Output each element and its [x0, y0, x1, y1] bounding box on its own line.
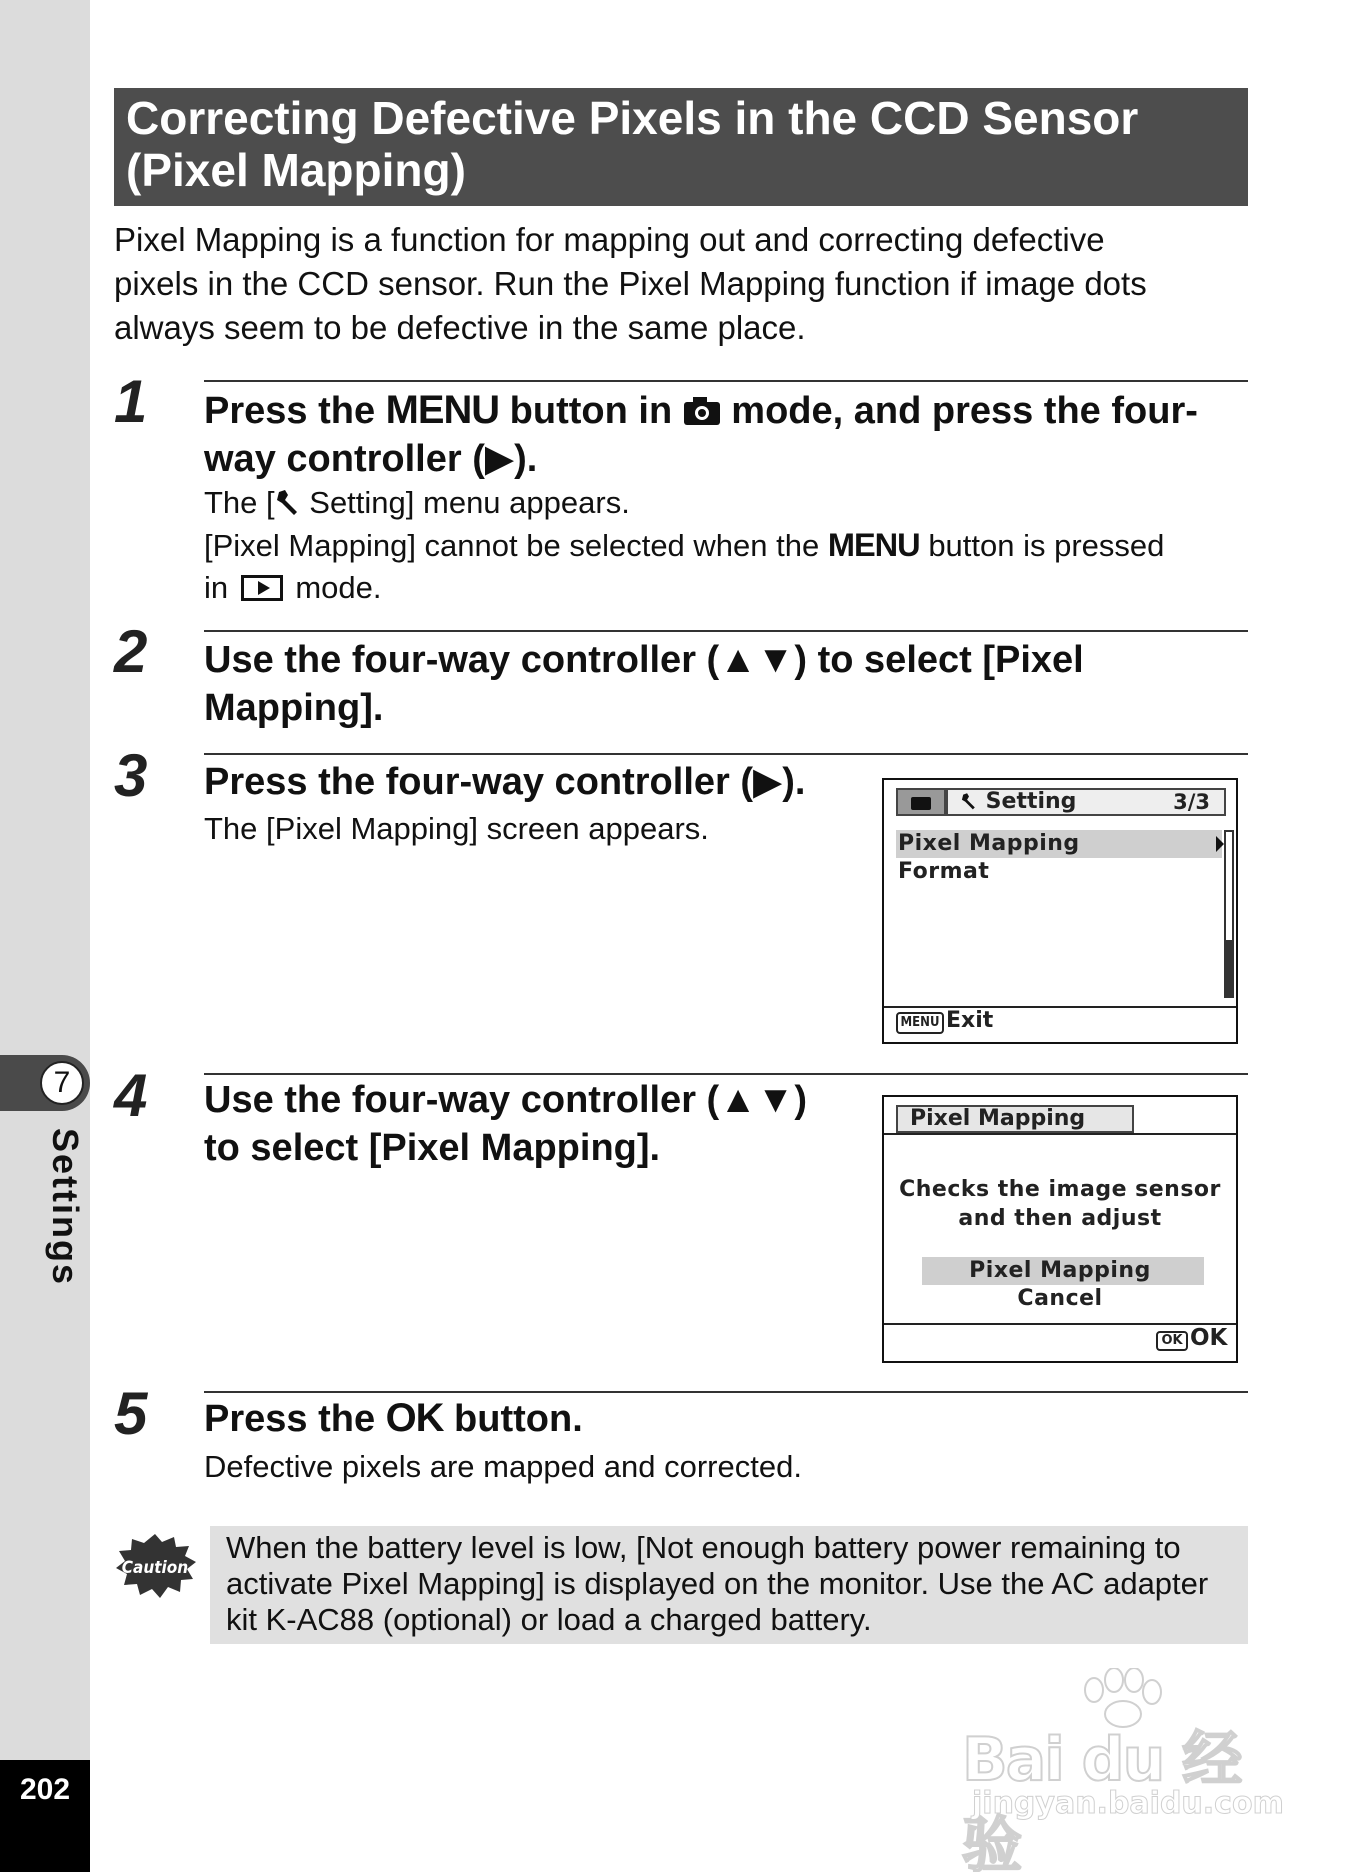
pixel-mapping-screen [882, 1095, 1238, 1363]
setting-tab-label: Setting [985, 789, 1077, 814]
intro-paragraph [114, 218, 1254, 350]
divider [884, 1133, 1236, 1135]
step-number: 3 [114, 742, 148, 809]
intro-line: Pixel Mapping is a function for mapping out and correcting defective [114, 221, 1105, 258]
chapter-label: Settings [45, 1128, 86, 1287]
ok-button-label: OK [385, 1396, 444, 1440]
step-divider [204, 380, 1248, 382]
ok-button-icon: OK [1156, 1331, 1188, 1351]
step-number: 1 [114, 368, 148, 435]
step-number: 4 [114, 1062, 148, 1129]
step-1-body: The [ Setting] menu appears. [Pixel Mapping] cannot be selected when the MENU button is pressed in mode. [204, 485, 1165, 605]
step-divider [204, 1073, 1248, 1075]
step-1-heading [204, 386, 1254, 483]
divider [884, 1006, 1236, 1008]
step-2-heading: Use the four-way controller (▲▼) to select [Pixel Mapping]. [204, 639, 1084, 729]
intro-line: always seem to be defective in the same place. [114, 309, 806, 346]
page-title-line2: (Pixel Mapping) [126, 144, 466, 196]
step-divider [204, 753, 1248, 755]
baidu-watermark [962, 1668, 1284, 1872]
option-cancel[interactable]: Cancel [1017, 1286, 1103, 1311]
page-title [114, 88, 1248, 206]
menu-item-pixel-mapping[interactable]: Pixel Mapping [898, 831, 1080, 856]
sidebar [0, 0, 90, 1872]
camera-tab-icon[interactable] [896, 788, 946, 816]
option-pixel-mapping[interactable]: Pixel Mapping [969, 1258, 1151, 1283]
playback-icon [241, 575, 283, 601]
setting-menu-screen [882, 778, 1238, 1044]
exit-label: Exit [946, 1008, 994, 1033]
watermark-text: Bai du 经验 [962, 1725, 1241, 1872]
menu-button-label: MENU [385, 388, 500, 432]
step-5-body: Defective pixels are mapped and corrected. [204, 1449, 802, 1484]
ok-label: OK [1190, 1325, 1228, 1351]
caution-text: When the battery level is low, [Not enough battery power remaining to activate Pixel Mapping] is displayed on the monitor. Use the AC adapter kit K-AC88 (optional) or load a charged battery. [226, 1530, 1209, 1637]
step-1-heading-line2: way controller (▶). [204, 438, 538, 480]
submenu-arrow-icon [1216, 836, 1224, 852]
intro-line: pixels in the CCD sensor. Run the Pixel Mapping function if image dots [114, 265, 1147, 302]
page-number: 202 [19, 1773, 71, 1806]
step-divider [204, 1391, 1248, 1393]
watermark-url: jingyan.baidu.com [972, 1786, 1284, 1821]
divider [884, 1323, 1236, 1325]
menu-tabs [896, 788, 1226, 816]
chapter-number: 7 [40, 1061, 84, 1105]
caution-icon [114, 1534, 196, 1598]
step-1-heading-line1: Press the MENU button in mode, and press the four- [204, 388, 1198, 432]
screen-title: Pixel Mapping [896, 1105, 1134, 1133]
step-5-heading: Press the OK button. [204, 1396, 583, 1440]
step-3-heading: Press the four-way controller (▶). [204, 761, 806, 803]
wrench-icon [960, 792, 978, 810]
scrollbar-thumb[interactable] [1226, 940, 1232, 996]
step-4-heading: Use the four-way controller (▲▼) to select [Pixel Mapping]. [204, 1079, 808, 1169]
menu-item-format[interactable]: Format [898, 859, 990, 884]
setting-tab[interactable] [946, 788, 1226, 816]
step-number: 5 [114, 1380, 148, 1447]
screen-message: Checks the image sensor and then adjust [899, 1177, 1221, 1231]
wrench-icon [275, 488, 301, 516]
camera-icon [683, 396, 721, 426]
step-3-body: The [Pixel Mapping] screen appears. [204, 811, 709, 846]
step-divider [204, 630, 1248, 632]
step-number: 2 [114, 618, 148, 685]
menu-button-label: MENU [827, 527, 920, 563]
page-title-line1: Correcting Defective Pixels in the CCD Sensor [126, 92, 1139, 144]
menu-page-indicator: 3/3 [1173, 790, 1210, 814]
caution-badge-label: Caution [121, 1558, 189, 1578]
menu-button-icon: MENU [896, 1012, 944, 1034]
